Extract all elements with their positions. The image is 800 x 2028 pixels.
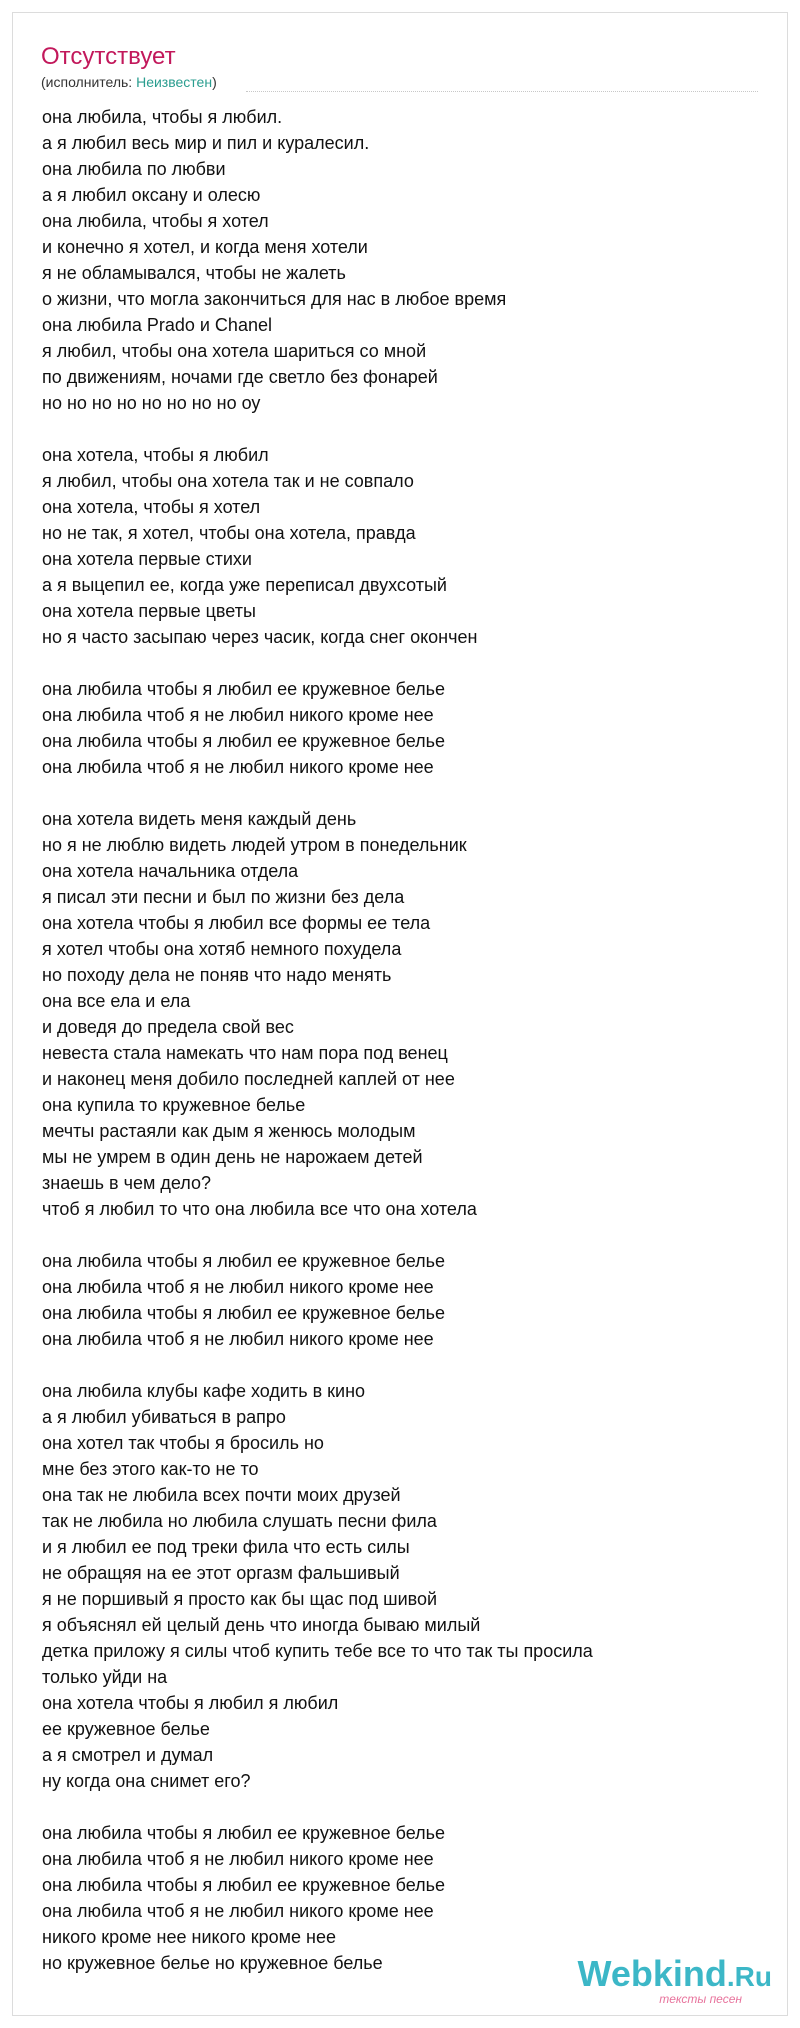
lyric-line: а я любил весь мир и пил и куралесил. (42, 133, 370, 153)
lyric-line: я любил, чтобы она хотела шариться со мной (42, 341, 427, 361)
lyric-line: она любила чтоб я не любил никого кроме нее (42, 1329, 434, 1349)
lyric-line: она любила чтобы я любил ее кружевное белье (42, 1823, 446, 1843)
lyric-line: она любила чтобы я любил ее кружевное белье (42, 1875, 446, 1895)
lyric-line: а я любил убиваться в рапро (42, 1407, 286, 1427)
lyric-line: она хотела первые цветы (42, 601, 256, 621)
lyric-line: она хотела чтобы я любил я любил (42, 1693, 339, 1713)
lyric-line: но кружевное белье но кружевное белье (42, 1953, 383, 1973)
lyric-line: она любила чтоб я не любил никого кроме нее (42, 1277, 434, 1297)
lyric-line: она хотела начальника отдела (42, 861, 299, 881)
logo-tagline: тексты песен (659, 1992, 742, 2006)
lyric-line: она хотела первые стихи (42, 549, 252, 569)
lyric-line: я хотел чтобы она хотяб немного похудела (42, 939, 402, 959)
lyric-line: я не поршивый я просто как бы щас под шивой (42, 1589, 438, 1609)
lyric-line: она любила клубы кафе ходить в кино (42, 1381, 366, 1401)
lyric-line: о жизни, что могла закончиться для нас в любое время (42, 289, 507, 309)
lyric-line: она любила чтобы я любил ее кружевное белье (42, 679, 446, 699)
lyric-line: так не любила но любила слушать песни фила (42, 1511, 437, 1531)
lyric-line: не обращяя на ее этот оргазм фальшивый (42, 1563, 400, 1583)
lyric-line: и конечно я хотел, и когда меня хотели (42, 237, 368, 257)
lyric-line: и наконец меня добило последней каплей от нее (42, 1069, 455, 1089)
artist-link[interactable]: Неизвестен (136, 74, 213, 90)
lyric-line: она любила, чтобы я любил. (42, 107, 283, 127)
lyric-line: и я любил ее под треки фила что есть силы (42, 1537, 410, 1557)
stanza-gap (42, 1222, 762, 1248)
lyric-line: мечты растаяли как дым я женюсь молодым (42, 1121, 416, 1141)
lyric-line: мне без этого как-то не то (42, 1459, 259, 1479)
logo-domain: .Ru (726, 1961, 772, 1992)
artist-suffix: ) (212, 74, 217, 90)
logo-name: Webkind (577, 1953, 727, 1994)
lyric-line: а я любил оксану и олесю (42, 185, 261, 205)
lyric-line: мы не умрем в один день не нарожаем детей (42, 1147, 423, 1167)
lyric-line: а я выцепил ее, когда уже переписал двухсотый (42, 575, 447, 595)
lyric-line: я любил, чтобы она хотела так и не совпало (42, 471, 414, 491)
lyric-line: она любила чтоб я не любил никого кроме нее (42, 757, 434, 777)
lyric-line: никого кроме нее никого кроме нее (42, 1927, 337, 1947)
lyric-line: она хотел так чтобы я бросиль но (42, 1433, 324, 1453)
stanza-gap (42, 416, 762, 442)
lyric-line: ее кружевное белье (42, 1719, 210, 1739)
lyric-line: она любила чтоб я не любил никого кроме нее (42, 1849, 434, 1869)
lyric-line: она любила, чтобы я хотел (42, 211, 269, 231)
lyrics-body (42, 104, 762, 1976)
lyric-line: она хотела, чтобы я любил (42, 445, 269, 465)
artist-line (41, 73, 217, 91)
lyric-line: она любила чтоб я не любил никого кроме нее (42, 705, 434, 725)
lyric-line: она любила чтобы я любил ее кружевное белье (42, 1303, 446, 1323)
lyric-line: но я часто засыпаю через часик, когда снег окончен (42, 627, 478, 647)
dotted-divider (246, 91, 758, 92)
stanza-gap (42, 1794, 762, 1820)
lyric-line: только уйди на (42, 1667, 168, 1687)
lyric-line: я не обламывался, чтобы не жалеть (42, 263, 346, 283)
lyric-line: ну когда она снимет его? (42, 1771, 251, 1791)
artist-prefix: (исполнитель: (41, 74, 137, 90)
lyric-line: знаешь в чем дело? (42, 1173, 212, 1193)
lyric-line: детка приложу я силы чтоб купить тебе все то что так ты просила (42, 1641, 593, 1661)
lyric-line: она купила то кружевное белье (42, 1095, 306, 1115)
lyric-line: но не так, я хотел, чтобы она хотела, правда (42, 523, 416, 543)
lyric-line: но но но но но но но но оу (42, 393, 261, 413)
lyric-line: но я не люблю видеть людей утром в понедельник (42, 835, 467, 855)
lyric-line: но походу дела не поняв что надо менять (42, 965, 392, 985)
stanza-gap (42, 650, 762, 676)
lyric-line: невеста стала намекать что нам пора под венец (42, 1043, 448, 1063)
lyric-line: я объяснял ей целый день что иногда бываю милый (42, 1615, 481, 1635)
lyric-line: и доведя до предела свой вес (42, 1017, 294, 1037)
site-logo[interactable] (552, 1954, 772, 2010)
lyric-line: она так не любила всех почти моих друзей (42, 1485, 401, 1505)
song-title: Отсутствует (41, 43, 176, 70)
lyric-line: она любила чтоб я не любил никого кроме нее (42, 1901, 434, 1921)
lyric-line: по движениям, ночами где светло без фонарей (42, 367, 438, 387)
lyric-line: чтоб я любил то что она любила все что она хотела (42, 1199, 477, 1219)
lyric-line: а я смотрел и думал (42, 1745, 214, 1765)
lyric-line: она любила Prado и Chanel (42, 315, 272, 335)
lyric-line: она хотела, чтобы я хотел (42, 497, 261, 517)
lyric-line: она любила чтобы я любил ее кружевное белье (42, 1251, 446, 1271)
lyric-line: она все ела и ела (42, 991, 191, 1011)
stanza-gap (42, 780, 762, 806)
lyric-line: она любила чтобы я любил ее кружевное белье (42, 731, 446, 751)
lyric-line: она хотела видеть меня каждый день (42, 809, 357, 829)
lyric-line: я писал эти песни и был по жизни без дела (42, 887, 405, 907)
lyric-line: она хотела чтобы я любил все формы ее тела (42, 913, 431, 933)
logo-wordmark (578, 1954, 772, 1997)
stanza-gap (42, 1352, 762, 1378)
lyric-line: она любила по любви (42, 159, 226, 179)
